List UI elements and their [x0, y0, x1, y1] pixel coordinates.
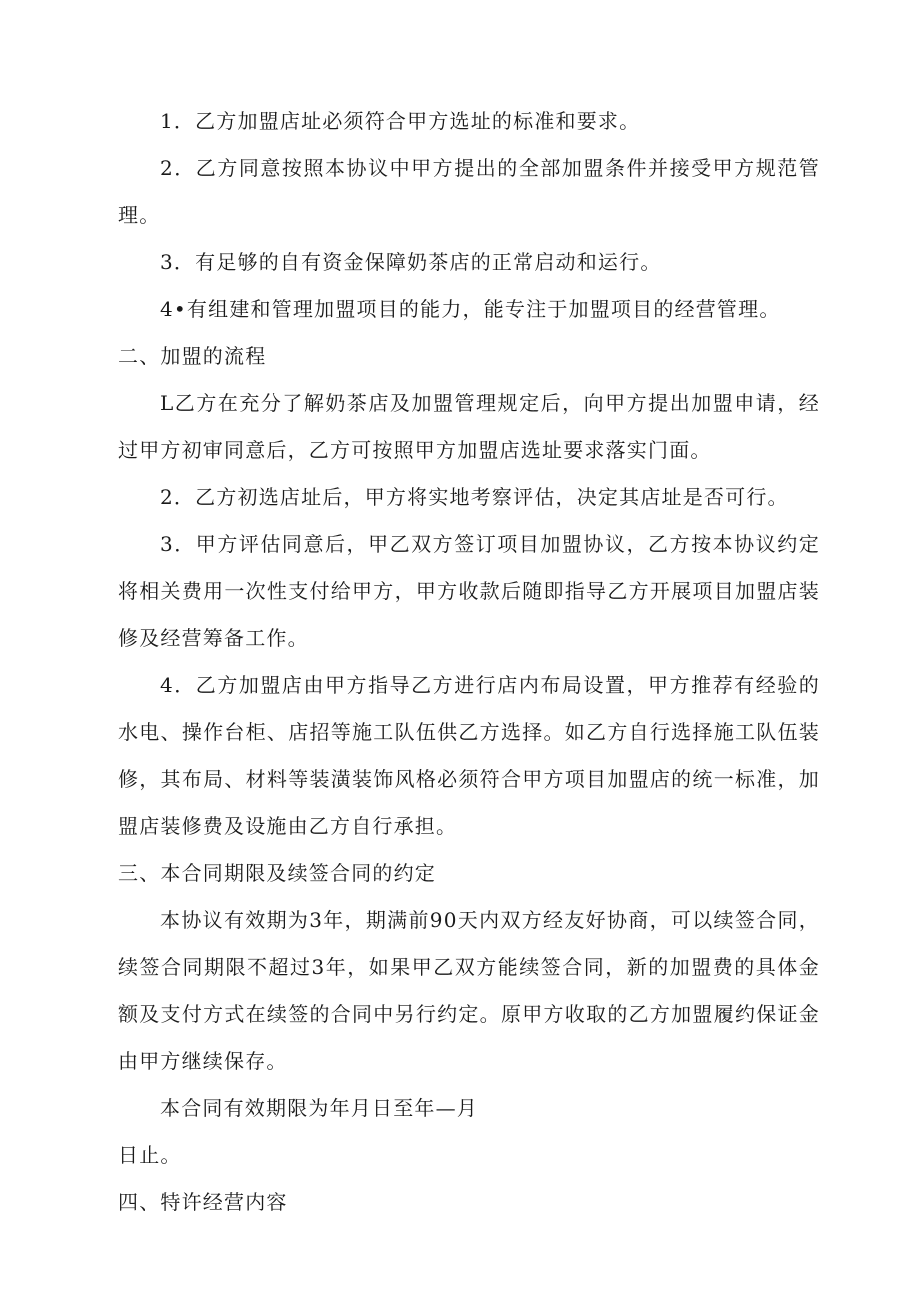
section-heading-3: 三、本合同期限及续签合同的约定: [118, 861, 436, 885]
section-heading-2: 二、加盟的流程: [118, 344, 267, 368]
process-step-4: 4．乙方加盟店由甲方指导乙方进行店内布局设置，甲方推荐有经验的水电、操作台柜、店招等施工队伍供乙方选择。如乙方自行选择施工队伍装修，其布局、材料等装潢装饰风格必须符合甲方项目加盟店的统一标准，加盟店装修费及设施由乙方自行承担。: [118, 673, 820, 838]
requirement-4: 4•有组建和管理加盟项目的能力，能专注于加盟项目的经营管理。: [160, 297, 781, 321]
requirement-2: 2．乙方同意按照本协议中甲方提出的全部加盟条件并接受甲方规范管理。: [118, 156, 820, 227]
document-body: [118, 98, 820, 1226]
requirement-3: 3．有足够的自有资金保障奶茶店的正常启动和运行。: [160, 250, 662, 274]
section-heading-4: 四、特许经营内容: [118, 1190, 288, 1214]
requirement-1: 1．乙方加盟店址必须符合甲方选址的标准和要求。: [160, 109, 641, 133]
validity-period-line: 本合同有效期限为年月日至年—月: [160, 1096, 478, 1120]
process-step-3: 3．甲方评估同意后，甲乙双方签订项目加盟协议，乙方按本协议约定将相关费用一次性支付给甲方，甲方收款后随即指导乙方开展项目加盟店装修及经营筹备工作。: [118, 532, 820, 650]
process-step-2: 2．乙方初选店址后，甲方将实地考察评估，决定其店址是否可行。: [160, 485, 789, 509]
validity-period-end: 日止。: [118, 1143, 182, 1167]
process-step-1: L乙方在充分了解奶茶店及加盟管理规定后，向甲方提出加盟申请，经过甲方初审同意后，乙方可按照甲方加盟店选址要求落实门面。: [118, 391, 820, 462]
term-paragraph: 本协议有效期为3年，期满前90天内双方经友好协商，可以续签合同，续签合同期限不超过3年，如果甲乙双方能续签合同，新的加盟费的具体金额及支付方式在续签的合同中另行约定。原甲方收取的乙方加盟履约保证金由甲方继续保存。: [118, 908, 820, 1073]
